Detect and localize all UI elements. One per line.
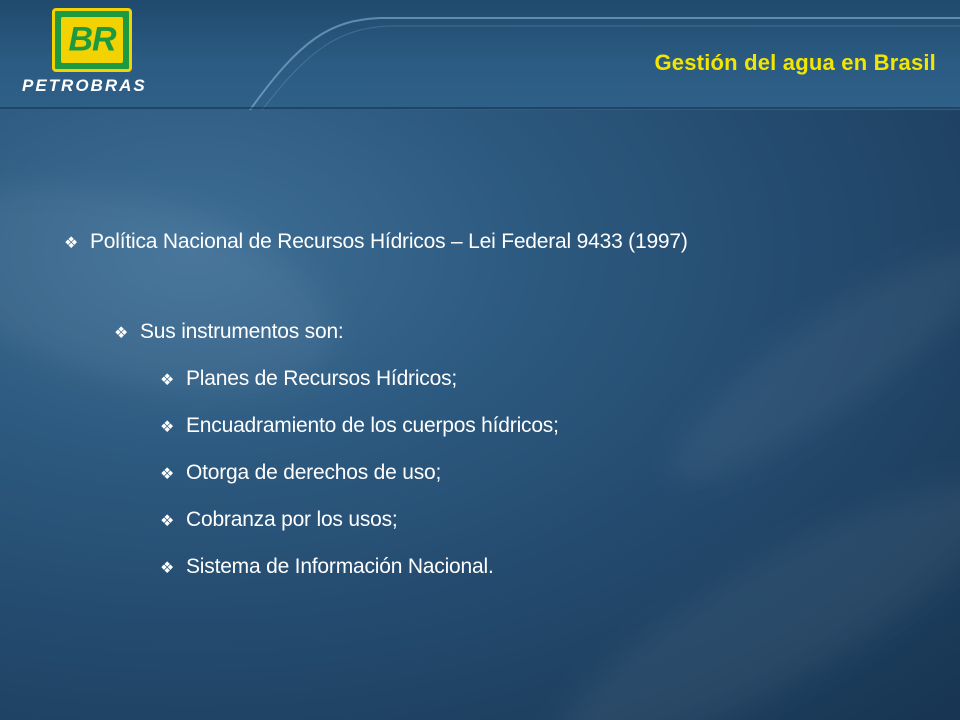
diamond-bullet-icon: ❖ — [160, 510, 175, 530]
bullet-text: Encuadramiento de los cuerpos hídricos; — [186, 414, 559, 437]
br-logo-text: BR — [68, 20, 116, 59]
bullet-text: Política Nacional de Recursos Hídricos – Lei Federal 9433 (1997) — [90, 230, 688, 253]
bullet-item — [160, 555, 494, 579]
diamond-bullet-icon: ❖ — [64, 232, 79, 252]
bullet-item — [160, 367, 457, 391]
petrobras-wordmark: PETROBRAS — [22, 76, 147, 95]
bullet-item — [160, 414, 559, 438]
diamond-bullet-icon: ❖ — [160, 557, 175, 577]
bullet-item — [114, 320, 344, 344]
bullet-item — [160, 508, 398, 532]
diamond-bullet-icon: ❖ — [160, 416, 175, 436]
diamond-bullet-icon: ❖ — [160, 463, 175, 483]
bullet-text: Otorga de derechos de uso; — [186, 461, 442, 484]
diamond-bullet-icon: ❖ — [114, 322, 129, 342]
bullet-item — [160, 461, 441, 485]
bullet-text: Sistema de Información Nacional. — [186, 555, 494, 578]
diamond-bullet-icon: ❖ — [160, 369, 175, 389]
bullet-text: Cobranza por los usos; — [186, 508, 398, 531]
bullet-text: Planes de Recursos Hídricos; — [186, 367, 458, 390]
bullet-item — [64, 230, 688, 254]
slide-title: Gestión del agua en Brasil — [654, 50, 936, 75]
bullet-text: Sus instrumentos son: — [140, 320, 344, 343]
